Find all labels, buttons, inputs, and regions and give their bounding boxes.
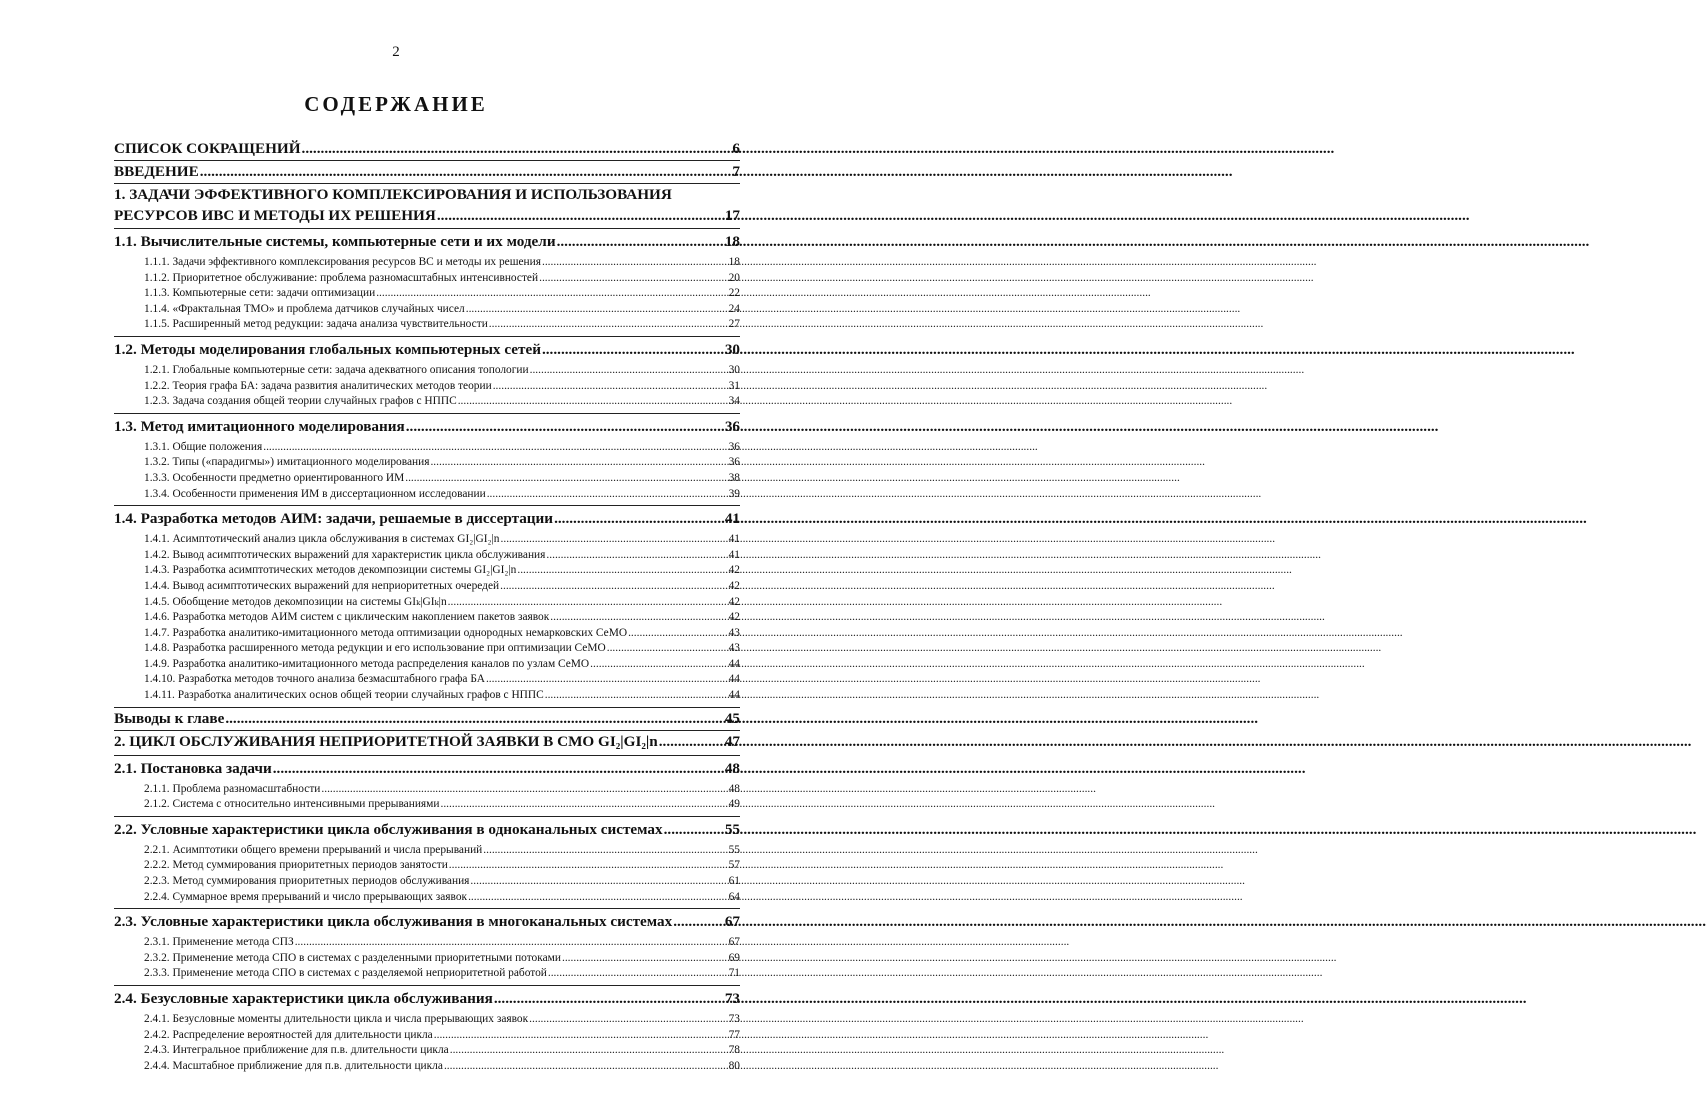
- toc-entry-title: 1.4.9. Разработка аналитико-имитационного метода распределения каналов по узлам СеМО: [144, 657, 590, 670]
- toc-entry-subsection[interactable]: [114, 548, 740, 564]
- toc-entry-title: 1.4.1. Асимптотический анализ цикла обслуживания в системах GI₂|GI₂|n: [144, 533, 500, 546]
- toc-entry-page-number: 78: [728, 1044, 740, 1057]
- toc-entry-page-number: 44: [728, 657, 740, 670]
- toc-entry-page-number: 36: [724, 417, 740, 435]
- toc-entry-title: 1.1.4. «Фрактальная ТМО» и проблема датчиков случайных чисел: [144, 302, 465, 315]
- toc-entry-title: 1.4.4. Вывод асимптотических выражений для неприоритетных очередей: [144, 579, 500, 592]
- toc-entry-page-number: 44: [728, 689, 740, 702]
- toc-entry-page-number: 42: [728, 595, 740, 608]
- dot-leader: [440, 797, 727, 813]
- dot-leader: [406, 414, 724, 439]
- dot-leader: [501, 532, 728, 548]
- dot-leader: [545, 688, 728, 704]
- toc-entry-subsection[interactable]: [114, 782, 740, 798]
- toc-entry-title: 1.2.3. Задача создания общей теории случайных графов с НППС: [144, 395, 457, 408]
- toc-entry-title: РЕСУРСОВ ИВС И МЕТОДЫ ИХ РЕШЕНИЯ: [114, 207, 436, 224]
- dot-leader: [493, 379, 728, 395]
- toc-entry-subsection[interactable]: [114, 579, 740, 595]
- toc-entry-chapter[interactable]: [114, 730, 740, 753]
- dot-leader: [458, 394, 728, 410]
- toc-entry-title: 1.4.8. Разработка расширенного метода редукции и его использование при оптимизации СеМО: [144, 642, 606, 655]
- toc-entry-subsection[interactable]: [114, 626, 740, 642]
- toc-entry-title: 2. ЦИКЛ ОБСЛУЖИВАНИЯ НЕПРИОРИТЕТНОЙ ЗАЯВКИ В СМО GI₂|GI₂|n: [114, 732, 658, 750]
- toc-entry-page-number: 47: [724, 732, 740, 750]
- toc-entry-page-number: 27: [728, 318, 740, 331]
- toc-entry-page-number: 22: [728, 287, 740, 300]
- toc-entry-page-number: 42: [728, 579, 740, 592]
- dot-leader: [376, 286, 727, 302]
- toc-entry-subsection[interactable]: [114, 286, 740, 302]
- toc-entry-title: 2.3. Условные характеристики цикла обслуживания в многоканальных системах: [114, 913, 673, 931]
- toc-entry-title: Выводы к главе: [114, 709, 225, 727]
- toc-entry-page-number: 55: [724, 820, 740, 838]
- toc-entry-page-number: 49: [728, 798, 740, 811]
- toc-entry-title: 2.2.3. Метод суммирования приоритетных периодов обслуживания: [144, 875, 470, 888]
- toc-entry-section[interactable]: [114, 985, 740, 1011]
- toc-entry-subsection[interactable]: [114, 255, 740, 271]
- toc-entry-subsection[interactable]: [114, 302, 740, 318]
- toc-entry-subsection[interactable]: [114, 487, 740, 503]
- toc-entry-page-number: 30: [728, 363, 740, 376]
- toc-entry-title: 1.2.2. Теория графа БА: задача развития аналитических методов теории: [144, 379, 492, 392]
- toc-entry-line2: [114, 205, 740, 226]
- toc-entry-page-number: 61: [728, 875, 740, 888]
- toc-entry-subsection[interactable]: [114, 688, 740, 704]
- toc-entry-page-number: 73: [724, 990, 740, 1007]
- toc-entry-chapter[interactable]: [114, 160, 740, 183]
- toc-entry-title: 2.4.1. Безусловные моменты длительности цикла и числа прерывающих заявок: [144, 1013, 529, 1025]
- toc-entry-title-line1: 1. ЗАДАЧИ ЭФФЕКТИВНОГО КОМПЛЕКСИРОВАНИЯ И ИСПОЛЬЗОВАНИЯ: [114, 186, 672, 203]
- toc-entry-title: 1.3.1. Общие положения: [144, 440, 263, 453]
- toc-entry-page-number: 44: [728, 673, 740, 686]
- dot-leader: [539, 271, 728, 287]
- toc-entry-subsection[interactable]: [114, 563, 740, 579]
- toc-entry-title: 1.3.2. Типы («парадигмы») имитационного моделирования: [144, 456, 430, 469]
- toc-entry-page-number: 69: [728, 951, 740, 964]
- table-of-contents: [114, 138, 740, 1074]
- toc-entry-title: 2.1.1. Проблема разномасштабности: [144, 782, 321, 795]
- toc-entry-subsection[interactable]: [114, 1028, 740, 1044]
- toc-entry-chapter[interactable]: [114, 138, 740, 160]
- dot-leader: [546, 548, 727, 564]
- toc-entry-title: 1.2. Методы моделирования глобальных компьютерных сетей: [114, 340, 541, 358]
- toc-entry-title: СПИСОК СОКРАЩЕНИЙ: [114, 140, 301, 157]
- dot-leader: [550, 610, 727, 626]
- toc-entry-page-number: 64: [728, 890, 740, 903]
- dot-leader: [486, 672, 728, 688]
- toc-entry-title: 1.1. Вычислительные системы, компьютерные сети и их модели: [114, 233, 556, 250]
- toc-entry-page-number: 71: [728, 967, 740, 980]
- toc-entry-title: 1.1.2. Приоритетное обслуживание: проблема разномасштабных интенсивностей: [144, 271, 539, 284]
- toc-entry-title: 1.4.10. Разработка методов точного анализа безмасштабного графа БА: [144, 673, 485, 686]
- dot-leader: [302, 138, 732, 160]
- toc-entry-section[interactable]: [114, 505, 740, 531]
- toc-entry-page-number: 38: [728, 471, 740, 484]
- toc-entry-page-number: 18: [728, 256, 740, 268]
- toc-entry-subsection[interactable]: [114, 657, 740, 673]
- dot-leader: [405, 471, 727, 487]
- dot-leader: [448, 595, 728, 611]
- toc-entry-subsection[interactable]: [114, 966, 740, 982]
- dot-leader: [470, 874, 727, 890]
- toc-entry-subsection[interactable]: [114, 1043, 740, 1059]
- dot-leader: [494, 986, 724, 1011]
- toc-entry-subsection[interactable]: [114, 455, 740, 471]
- dot-leader: [529, 1012, 727, 1028]
- toc-entry-subsection[interactable]: [114, 271, 740, 287]
- dot-leader: [466, 302, 728, 318]
- toc-entry-title: 2.3.1. Применение метода СПЗ: [144, 936, 294, 949]
- dot-leader: [295, 935, 728, 951]
- dot-leader: [483, 843, 727, 859]
- toc-entry-title: 1.4.3. Разработка асимптотических методов декомпозиции системы GI₂|GI₂|n: [144, 564, 517, 577]
- toc-entry-title: ВВЕДЕНИЕ: [114, 163, 199, 180]
- toc-entry-page-number: 80: [728, 1059, 740, 1072]
- toc-entry-title: 1.4.11. Разработка аналитических основ общей теории случайных графов с НППС: [144, 689, 544, 702]
- dot-leader: [542, 337, 724, 362]
- toc-entry-title: 2.1. Постановка задачи: [114, 759, 272, 777]
- toc-entry-page-number: 36: [728, 456, 740, 469]
- dot-leader: [542, 255, 728, 271]
- toc-entry-subsection[interactable]: [114, 843, 740, 859]
- dot-leader: [607, 641, 728, 657]
- toc-entry-subsection[interactable]: [114, 317, 740, 333]
- toc-entry-title: 1.1.3. Компьютерные сети: задачи оптимизации: [144, 287, 376, 300]
- toc-entry-title: 2.4. Безусловные характеристики цикла обслуживания: [114, 990, 493, 1007]
- toc-entry-page-number: 7: [732, 163, 740, 180]
- dot-leader: [489, 317, 728, 333]
- toc-entry-title: 1.1.1. Задачи эффективного комплексирования ресурсов ВС и методы их решения: [144, 256, 541, 268]
- toc-entry-subsection[interactable]: [114, 951, 740, 967]
- toc-entry-title: 1.4.5. Обобщение методов декомпозиции на системы GIₖ|GIₖ|n: [144, 595, 447, 608]
- toc-entry-page-number: 24: [728, 302, 740, 315]
- dot-leader: [430, 455, 727, 471]
- dot-leader: [673, 909, 724, 934]
- toc-entry-subsection[interactable]: [114, 610, 740, 626]
- toc-entry-subsection[interactable]: [114, 1012, 740, 1028]
- toc-entry-title: 2.2.2. Метод суммирования приоритетных периодов занятости: [144, 859, 448, 872]
- toc-entry-page-number: 18: [724, 233, 740, 250]
- toc-entry-page-number: 30: [724, 340, 740, 358]
- toc-entry-section[interactable]: [114, 908, 740, 934]
- toc-entry-page-number: 6: [732, 140, 740, 157]
- toc-entry-page-number: 77: [728, 1028, 740, 1041]
- toc-entry-section[interactable]: [114, 336, 740, 362]
- toc-entry-page-number: 57: [728, 859, 740, 872]
- toc-entry-subsection[interactable]: [114, 471, 740, 487]
- toc-entry-page-number: 73: [728, 1013, 740, 1025]
- dot-leader: [659, 731, 724, 753]
- toc-entry-page-number: 48: [724, 759, 740, 777]
- toc-entry-title: 1.3.4. Особенности применения ИМ в диссертационном исследовании: [144, 487, 486, 500]
- dot-leader: [437, 205, 724, 226]
- toc-entry-title: 2.1.2. Система с относительно интенсивными прерываниями: [144, 798, 440, 811]
- dot-leader: [517, 563, 727, 579]
- toc-entry-subsection[interactable]: [114, 935, 740, 951]
- dot-leader: [200, 161, 732, 183]
- dot-leader: [263, 440, 727, 456]
- toc-entry-subsection[interactable]: [114, 874, 740, 890]
- toc-entry-subsection[interactable]: [114, 595, 740, 611]
- toc-entry-page-number: 17: [724, 207, 740, 224]
- toc-entry-page-number: 39: [728, 487, 740, 500]
- toc-entry-section[interactable]: [114, 413, 740, 439]
- toc-entry-title: 2.3.2. Применение метода СПО в системах с разделенными приоритетными потоками: [144, 951, 561, 964]
- dot-leader: [664, 817, 724, 842]
- toc-entry-subsection[interactable]: [114, 379, 740, 395]
- dot-leader: [449, 858, 728, 874]
- toc-entry-title: 2.4.4. Масштабное приближение для п.в. длительности цикла: [144, 1059, 443, 1072]
- toc-entry-page-number: 45: [724, 709, 740, 727]
- dot-leader: [590, 657, 727, 673]
- dot-leader: [273, 756, 724, 781]
- dot-leader: [628, 626, 728, 642]
- dot-leader: [500, 579, 727, 595]
- toc-entry-title: 1.1.5. Расширенный метод редукции: задача анализа чувствительности: [144, 318, 488, 331]
- dot-leader: [450, 1043, 728, 1059]
- toc-entry-page-number: 41: [728, 533, 740, 546]
- dot-leader: [321, 782, 727, 798]
- toc-entry-subsection[interactable]: [114, 672, 740, 688]
- toc-entry-subsection[interactable]: [114, 797, 740, 813]
- toc-entry-page-number: 42: [728, 611, 740, 624]
- page-number: 2: [392, 44, 400, 60]
- toc-entry-page-number: 20: [728, 271, 740, 284]
- toc-entry-subsection[interactable]: [114, 440, 740, 456]
- dot-leader: [444, 1059, 728, 1075]
- document-page: [0, 0, 792, 1106]
- toc-entry-subsection[interactable]: [114, 363, 740, 379]
- toc-title: СОДЕРЖАНИЕ: [304, 92, 488, 116]
- toc-entry-section[interactable]: [114, 816, 740, 842]
- dot-leader: [554, 506, 724, 531]
- toc-entry-subsection[interactable]: [114, 1059, 740, 1075]
- toc-entry-page-number: 41: [724, 510, 740, 528]
- toc-entry-title: 1.2.1. Глобальные компьютерные сети: задача адекватного описания топологии: [144, 363, 529, 376]
- toc-entry-title: 2.2.1. Асимптотики общего времени прерываний и числа прерываний: [144, 843, 483, 856]
- toc-entry-page-number: 55: [728, 843, 740, 856]
- toc-entry-title: 2.2. Условные характеристики цикла обслуживания в одноканальных системах: [114, 820, 663, 838]
- toc-entry-chapter[interactable]: [114, 183, 740, 226]
- dot-leader: [530, 363, 728, 379]
- toc-entry-page-number: 43: [728, 642, 740, 655]
- dot-leader: [487, 487, 728, 503]
- toc-entry-section[interactable]: [114, 755, 740, 781]
- toc-entry-title: 2.4.2. Распределение вероятностей для длительности цикла: [144, 1028, 433, 1041]
- toc-entry-page-number: 36: [728, 440, 740, 453]
- dot-leader: [434, 1028, 728, 1044]
- toc-entry-title: 1.4.6. Разработка методов АИМ систем с циклическим накоплением пакетов заявок: [144, 611, 550, 624]
- toc-entry-page-number: 34: [728, 395, 740, 408]
- toc-entry-title: 2.3.3. Применение метода СПО в системах с разделяемой неприоритетной работой: [144, 967, 547, 980]
- dot-leader: [225, 708, 724, 730]
- toc-entry-title: 1.3. Метод имитационного моделирования: [114, 417, 405, 435]
- toc-entry-subsection[interactable]: [114, 858, 740, 874]
- toc-entry-title: 2.2.4. Суммарное время прерываний и число прерывающих заявок: [144, 890, 468, 903]
- toc-entry-title: 1.3.3. Особенности предметно ориентированного ИМ: [144, 471, 405, 484]
- toc-entry-title: 1.4.2. Вывод асимптотических выражений для характеристик цикла обслуживания: [144, 548, 546, 561]
- dot-leader: [562, 951, 728, 967]
- toc-entry-title: 1.4. Разработка методов АИМ: задачи, решаемые в диссертации: [114, 510, 554, 528]
- dot-leader: [557, 229, 724, 254]
- toc-entry-page-number: 41: [728, 548, 740, 561]
- toc-entry-subsection[interactable]: [114, 890, 740, 906]
- toc-entry-page-number: 48: [728, 782, 740, 795]
- toc-entry-subsection[interactable]: [114, 394, 740, 410]
- toc-entry-chapter[interactable]: [114, 707, 740, 730]
- toc-entry-section[interactable]: [114, 228, 740, 254]
- toc-entry-page-number: 67: [728, 936, 740, 949]
- toc-entry-title: 1.4.7. Разработка аналитико-имитационного метода оптимизации однородных немарковских СеМО: [144, 626, 628, 639]
- dot-leader: [548, 966, 728, 982]
- toc-entry-title: 2.4.3. Интегральное приближение для п.в. длительности цикла: [144, 1044, 449, 1057]
- toc-entry-page-number: 67: [724, 913, 740, 931]
- dot-leader: [468, 890, 728, 906]
- toc-entry-subsection[interactable]: [114, 532, 740, 548]
- toc-entry-page-number: 31: [728, 379, 740, 392]
- toc-entry-page-number: 42: [728, 564, 740, 577]
- toc-entry-subsection[interactable]: [114, 641, 740, 657]
- toc-entry-page-number: 43: [728, 626, 740, 639]
